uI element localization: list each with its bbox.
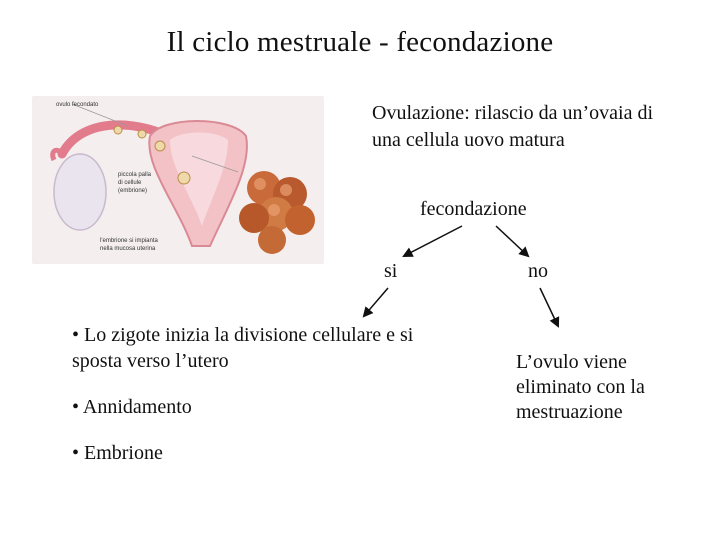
bullet-item: • Lo zigote inizia la divisione cellulare e si sposta verso l’utero	[72, 324, 414, 372]
label-implant-2: nella mucosa uterina	[100, 246, 156, 252]
slide-title: Il ciclo mestruale - fecondazione	[166, 26, 554, 58]
yes-bullet-list	[72, 322, 462, 486]
arrow-to-yes	[404, 226, 462, 256]
no-outcome-text: L’ovulo viene eliminato con la mestruazione	[516, 351, 645, 423]
arrow-yes-down	[364, 288, 388, 316]
label-cell-ball-3: (embrione)	[118, 188, 148, 194]
label-cell-ball-1: piccola palla	[118, 172, 152, 178]
bullet-item: • Annidamento	[72, 396, 192, 418]
label-implant-1: l'embrione si impianta	[100, 238, 158, 244]
arrow-no-down	[540, 288, 558, 326]
label-ovum: ovulo fecondato	[56, 102, 99, 108]
no-branch-label: no	[528, 260, 548, 282]
ovulation-description: Ovulazione: rilascio da un’ovaia di una cellula uovo matura	[372, 102, 654, 151]
yes-branch-label: si	[384, 260, 398, 282]
arrow-to-no	[496, 226, 528, 256]
bullet-item: • Embrione	[72, 442, 163, 464]
fecondazione-label: fecondazione	[420, 198, 527, 220]
label-cell-ball-2: di cellule	[118, 180, 142, 186]
